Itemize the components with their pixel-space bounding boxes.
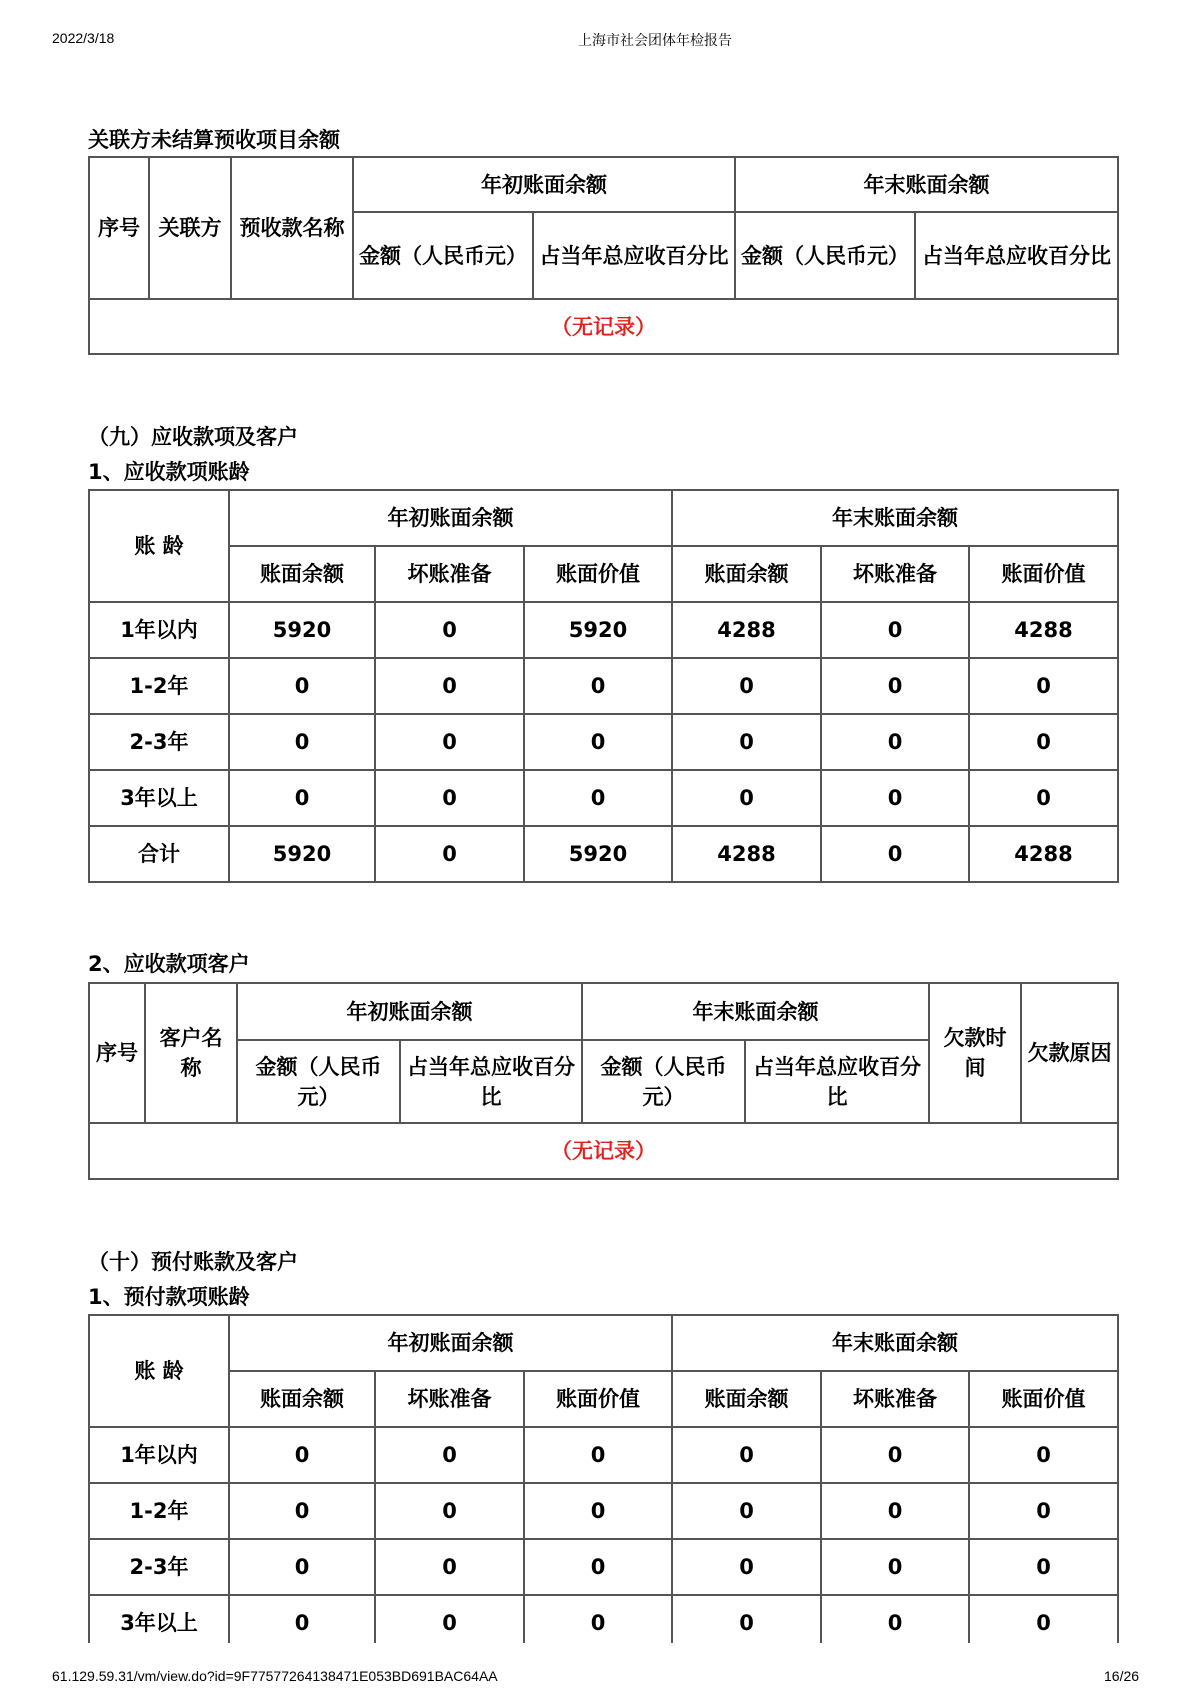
row-label: 3年以上 (89, 770, 229, 826)
col-amount: 金额（人民币元） (237, 1040, 400, 1123)
subsection-title-aging: 1、应收款项账龄 (88, 460, 250, 484)
col-end-balance: 年末账面余额 (582, 983, 929, 1040)
cell-value: 0 (821, 602, 969, 658)
cell-value: 0 (524, 1427, 672, 1483)
cell-value: 5920 (229, 602, 375, 658)
row-label: 2-3年 (89, 714, 229, 770)
col-book-value: 账面价值 (969, 546, 1118, 602)
cell-value: 0 (229, 770, 375, 826)
cell-value: 0 (672, 1595, 821, 1651)
row-label: 2-3年 (89, 1539, 229, 1595)
cell-value: 0 (821, 1483, 969, 1539)
col-begin-balance: 年初账面余额 (353, 157, 735, 212)
col-end-balance: 年末账面余额 (735, 157, 1118, 212)
no-record: （无记录） (89, 1123, 1118, 1179)
cell-value: 0 (524, 1539, 672, 1595)
cell-value: 0 (229, 658, 375, 714)
cell-value: 0 (229, 1539, 375, 1595)
col-end-balance: 年末账面余额 (672, 490, 1118, 546)
table-row (89, 770, 1118, 826)
cell-value: 0 (969, 714, 1118, 770)
col-age: 账 龄 (89, 490, 229, 602)
section-title-nine: （九）应收款项及客户 (88, 425, 298, 449)
cell-value: 0 (969, 1595, 1118, 1651)
cell-value: 0 (969, 770, 1118, 826)
table-row (89, 602, 1118, 658)
print-title: 上海市社会团体年检报告 (578, 32, 732, 48)
receivable-customer-table (88, 982, 1119, 1180)
table-row (89, 1427, 1118, 1483)
cell-value: 0 (821, 714, 969, 770)
col-bad-debt: 坏账准备 (821, 546, 969, 602)
col-age: 账 龄 (89, 1315, 229, 1427)
col-book-value: 账面价值 (969, 1371, 1118, 1427)
page-number: 16/26 (1104, 1668, 1140, 1684)
cell-value: 4288 (672, 602, 821, 658)
col-book-balance: 账面余额 (229, 1371, 375, 1427)
row-label: 1年以内 (89, 1427, 229, 1483)
table-row (89, 658, 1118, 714)
col-begin-balance: 年初账面余额 (237, 983, 582, 1040)
table-row (89, 1483, 1118, 1539)
cell-value: 0 (672, 770, 821, 826)
cell-value: 0 (375, 1539, 524, 1595)
cell-value: 0 (969, 658, 1118, 714)
col-book-balance: 账面余额 (672, 546, 821, 602)
cell-value: 0 (375, 770, 524, 826)
cell-value: 0 (524, 658, 672, 714)
row-label: 合计 (89, 826, 229, 882)
col-amount: 金额（人民币元） (353, 212, 533, 299)
table-row (89, 1539, 1118, 1595)
col-pct: 占当年总应收百分比 (745, 1040, 929, 1123)
cell-value: 0 (375, 714, 524, 770)
cell-value: 0 (375, 1427, 524, 1483)
col-owe-reason: 欠款原因 (1021, 983, 1118, 1123)
cell-value: 0 (229, 1595, 375, 1651)
cell-value: 0 (229, 1483, 375, 1539)
cell-value: 0 (672, 1539, 821, 1595)
cell-value: 0 (969, 1483, 1118, 1539)
cell-value: 0 (524, 1483, 672, 1539)
print-date: 2022/3/18 (52, 30, 115, 46)
col-bad-debt: 坏账准备 (375, 546, 524, 602)
row-label: 3年以上 (89, 1595, 229, 1651)
section-title-ten: （十）预付账款及客户 (88, 1250, 298, 1274)
col-book-value: 账面价值 (524, 1371, 672, 1427)
page-cut-mask (0, 1643, 1200, 1667)
cell-value: 0 (672, 714, 821, 770)
cell-value: 0 (672, 658, 821, 714)
col-pct: 占当年总应收百分比 (915, 212, 1118, 299)
col-book-value: 账面价值 (524, 546, 672, 602)
cell-value: 0 (375, 1483, 524, 1539)
row-label: 1年以内 (89, 602, 229, 658)
subsection-title-prepay-aging: 1、预付款项账龄 (88, 1285, 250, 1309)
cell-value: 0 (229, 1427, 375, 1483)
no-record: （无记录） (89, 299, 1118, 354)
col-seq: 序号 (89, 157, 149, 299)
col-bad-debt: 坏账准备 (375, 1371, 524, 1427)
table-row (89, 714, 1118, 770)
cell-value: 0 (375, 658, 524, 714)
prepayment-aging-table (88, 1314, 1119, 1652)
cell-value: 0 (375, 602, 524, 658)
cell-value: 0 (375, 1595, 524, 1651)
col-prepay-name: 预收款名称 (231, 157, 353, 299)
cell-value: 0 (969, 1539, 1118, 1595)
receivable-aging-table (88, 489, 1119, 883)
col-amount: 金额（人民币元） (735, 212, 915, 299)
cell-value: 0 (524, 770, 672, 826)
col-amount: 金额（人民币元） (582, 1040, 745, 1123)
cell-value: 0 (229, 714, 375, 770)
cell-value: 5920 (524, 602, 672, 658)
cell-value: 0 (821, 770, 969, 826)
row-label: 1-2年 (89, 1483, 229, 1539)
col-customer-name: 客户名称 (145, 983, 237, 1123)
section-title-related: 关联方未结算预收项目余额 (88, 128, 340, 152)
col-bad-debt: 坏账准备 (821, 1371, 969, 1427)
cell-value: 4288 (672, 826, 821, 882)
cell-value: 4288 (969, 826, 1118, 882)
related-party-table (88, 156, 1119, 355)
subsection-title-customers: 2、应收款项客户 (88, 952, 250, 976)
col-begin-balance: 年初账面余额 (229, 490, 672, 546)
cell-value: 0 (821, 1427, 969, 1483)
cell-value: 0 (524, 1595, 672, 1651)
col-seq: 序号 (89, 983, 145, 1123)
col-pct: 占当年总应收百分比 (400, 1040, 582, 1123)
cell-value: 0 (821, 658, 969, 714)
cell-value: 4288 (969, 602, 1118, 658)
cell-value: 0 (524, 714, 672, 770)
col-party: 关联方 (149, 157, 231, 299)
col-book-balance: 账面余额 (229, 546, 375, 602)
print-url: 61.129.59.31/vm/view.do?id=9F77577264138471E053BD691BAC64AA (52, 1668, 498, 1684)
cell-value: 5920 (524, 826, 672, 882)
cell-value: 0 (821, 1539, 969, 1595)
cell-value: 0 (969, 1427, 1118, 1483)
col-book-balance: 账面余额 (672, 1371, 821, 1427)
cell-value: 0 (672, 1427, 821, 1483)
cell-value: 0 (375, 826, 524, 882)
cell-value: 0 (821, 826, 969, 882)
col-begin-balance: 年初账面余额 (229, 1315, 672, 1371)
cell-value: 0 (672, 1483, 821, 1539)
col-pct: 占当年总应收百分比 (533, 212, 735, 299)
row-label: 1-2年 (89, 658, 229, 714)
cell-value: 0 (821, 1595, 969, 1651)
col-owe-time: 欠款时间 (929, 983, 1021, 1123)
cell-value: 5920 (229, 826, 375, 882)
col-end-balance: 年末账面余额 (672, 1315, 1118, 1371)
table-row-total (89, 826, 1118, 882)
